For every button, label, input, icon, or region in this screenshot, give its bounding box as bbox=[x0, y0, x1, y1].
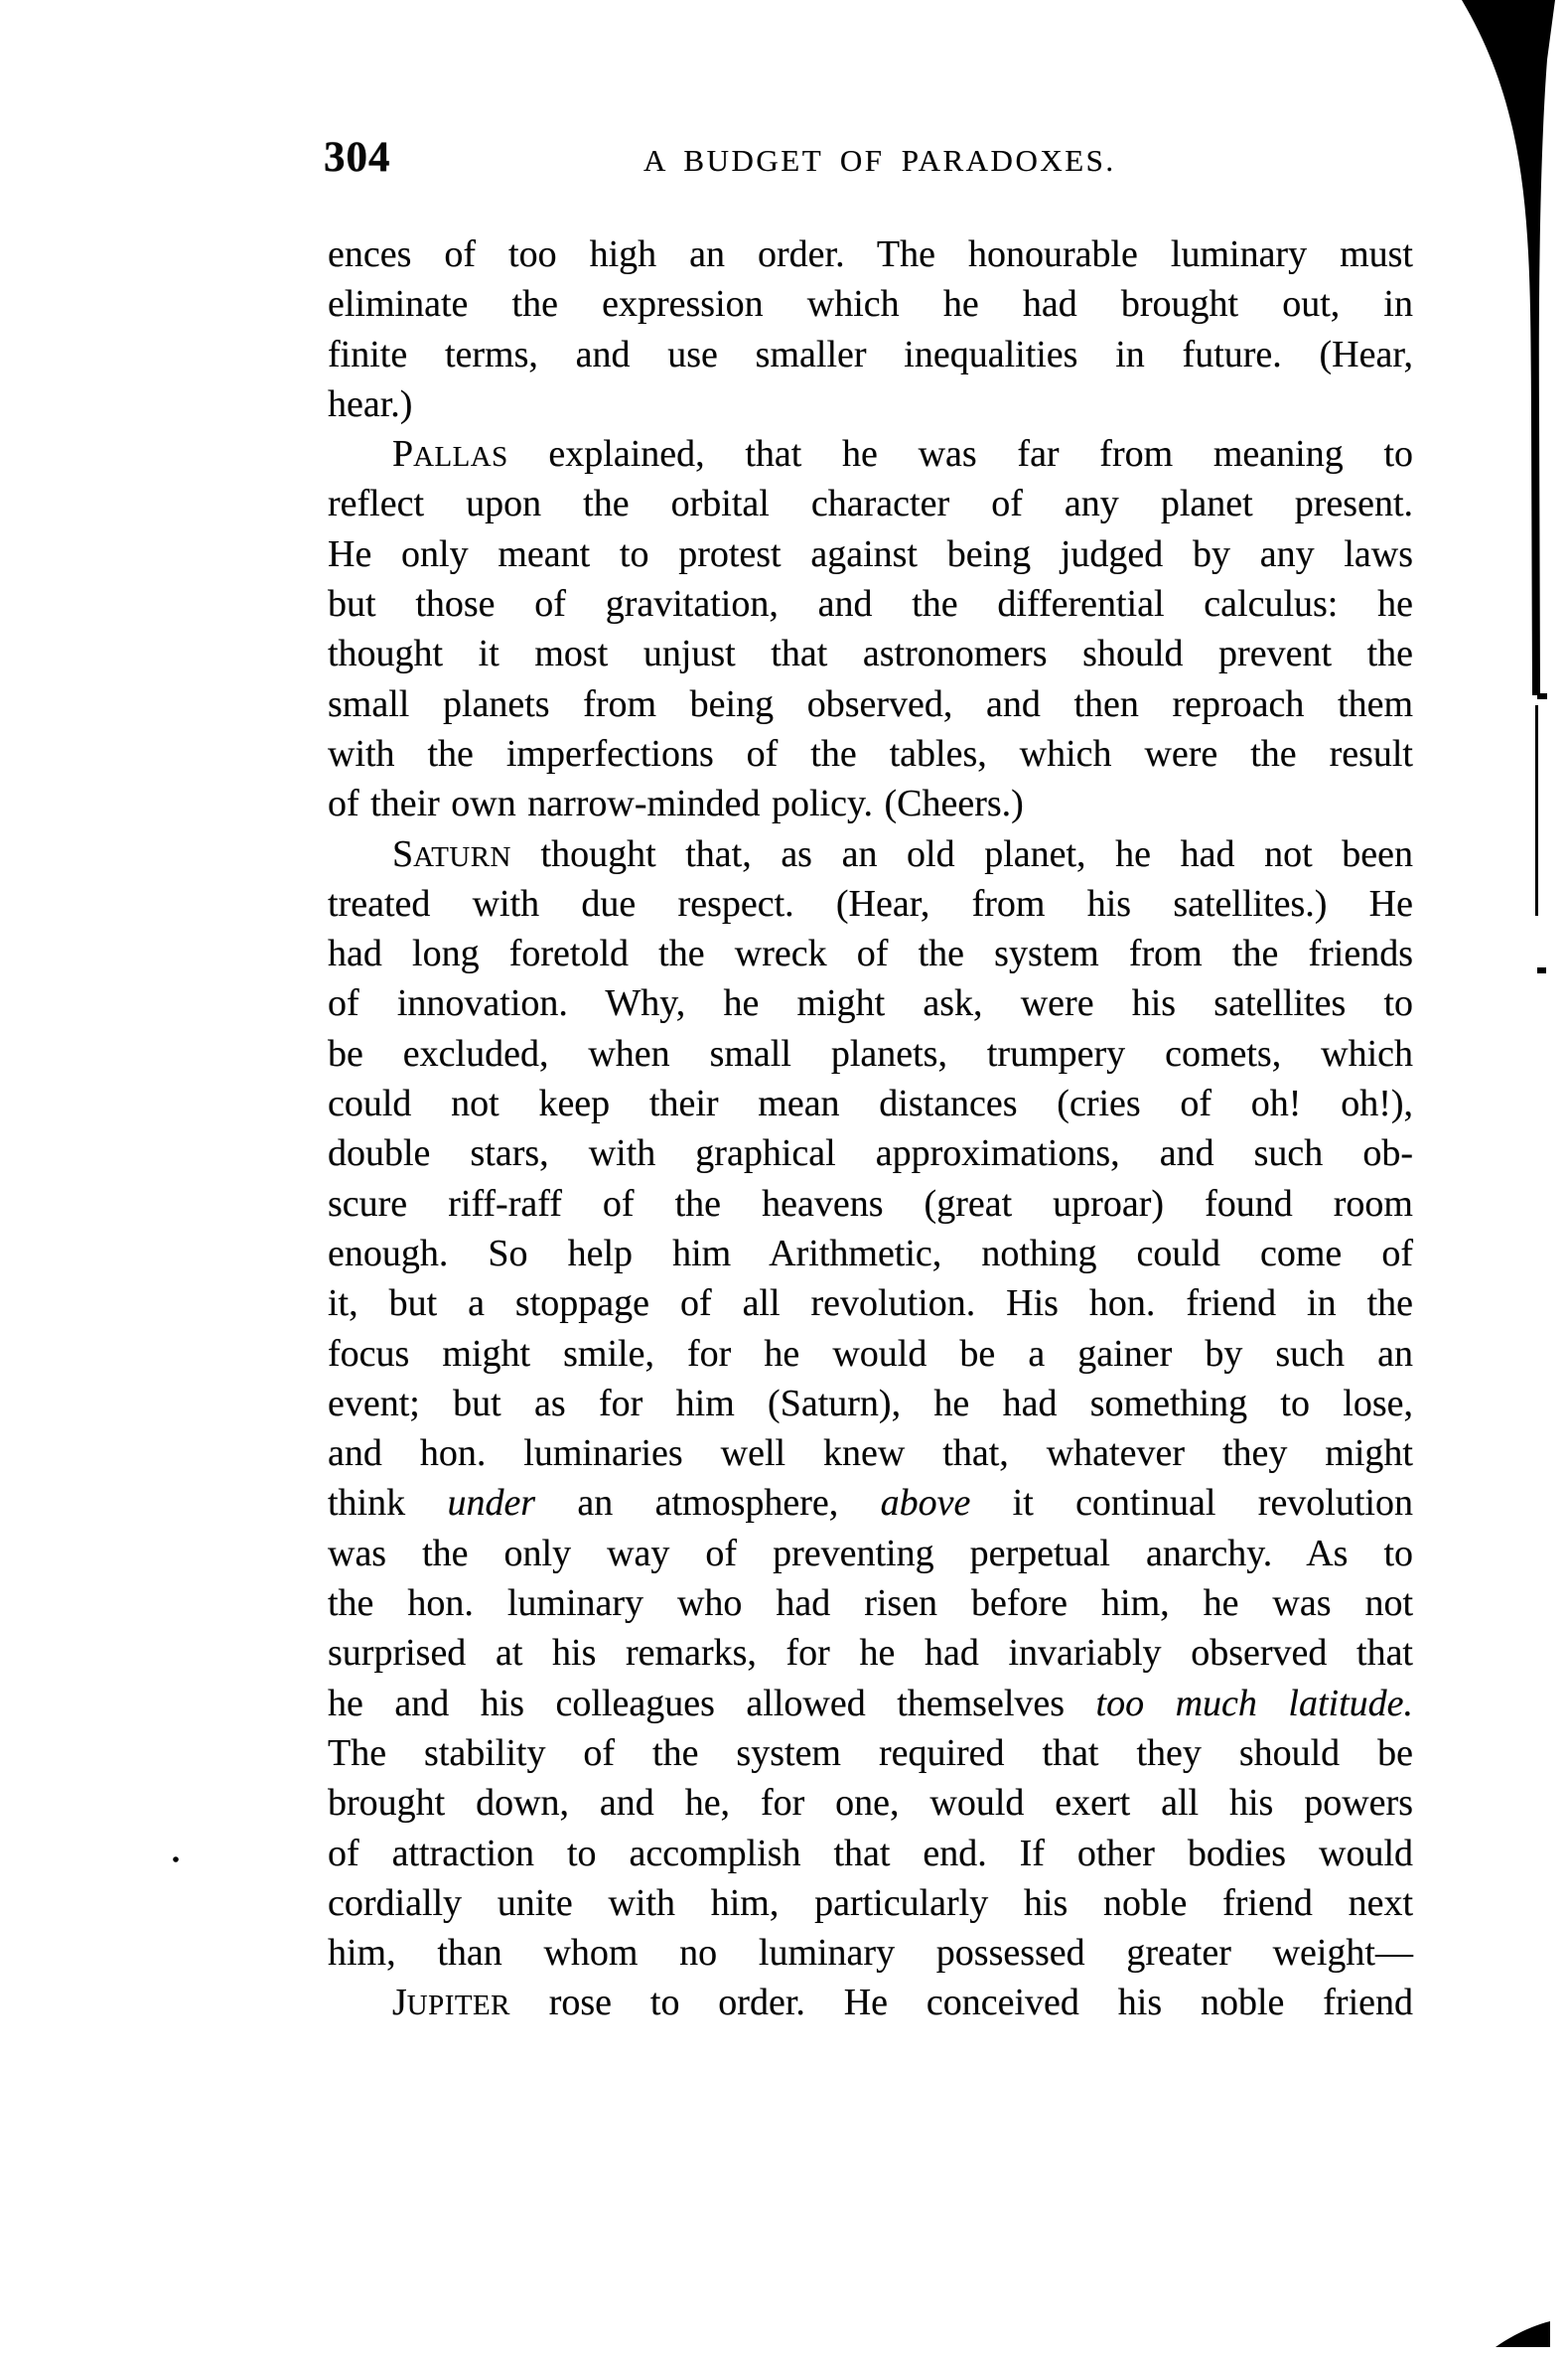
text-line bbox=[328, 929, 1413, 978]
text-run: brought down, and he, for one, would exert all his powers bbox=[328, 1782, 1413, 1825]
text-run: it, but a stoppage of all revolution. His hon. friend in the bbox=[328, 1282, 1413, 1325]
speaker-name: SATURN bbox=[392, 832, 511, 875]
text-run: the hon. luminary who had risen before him, he was not bbox=[328, 1582, 1413, 1625]
text-run: he and his colleagues allowed themselves bbox=[328, 1682, 1096, 1724]
scan-curl-bottom-right bbox=[1496, 2321, 1550, 2347]
text-run: scure riff-raff of the heavens (great uproar) found room bbox=[328, 1182, 1413, 1225]
text-line bbox=[328, 1578, 1413, 1628]
text-line bbox=[328, 330, 1413, 379]
text-line bbox=[328, 1878, 1413, 1928]
italic-text: under bbox=[447, 1482, 536, 1525]
text-run: thought that, as an old planet, he had not been bbox=[510, 832, 1413, 875]
text-run: but those of gravitation, and the differential calculus: he bbox=[328, 583, 1413, 626]
text-line bbox=[328, 879, 1413, 929]
text-line bbox=[328, 1128, 1413, 1178]
text-line bbox=[328, 529, 1413, 579]
text-line bbox=[328, 1679, 1413, 1728]
text-line bbox=[328, 1829, 1413, 1878]
text-run: with the imperfections of the tables, which were the result bbox=[328, 732, 1413, 775]
text-line bbox=[328, 1478, 1413, 1528]
scan-edge-dash bbox=[1537, 693, 1547, 699]
text-line bbox=[328, 579, 1413, 629]
text-line bbox=[328, 1529, 1413, 1578]
text-run: could not keep their mean distances (cries of oh! oh!), bbox=[328, 1083, 1413, 1125]
text-line bbox=[328, 629, 1413, 678]
text-run: focus might smile, for he would be a gainer by such an bbox=[328, 1332, 1413, 1375]
text-line bbox=[328, 279, 1413, 329]
text-line bbox=[328, 1229, 1413, 1278]
text-run: of their own narrow-minded policy. (Cheers.) bbox=[328, 783, 1024, 825]
text-line bbox=[328, 679, 1413, 729]
text-line bbox=[328, 429, 1413, 479]
text-line bbox=[328, 1728, 1413, 1778]
text-run: of attraction to accomplish that end. If other bodies would bbox=[328, 1832, 1413, 1874]
scan-edge-tick bbox=[1537, 967, 1546, 973]
text-run: it continual revolution bbox=[970, 1482, 1413, 1525]
scan-edge-top-right bbox=[1462, 0, 1555, 695]
text-line bbox=[328, 379, 1413, 429]
text-run: event; but as for him (Saturn), he had something to lose, bbox=[328, 1382, 1413, 1424]
text-run: He only meant to protest against being judged by any laws bbox=[328, 532, 1413, 575]
text-line bbox=[328, 1329, 1413, 1379]
text-run: an atmosphere, bbox=[535, 1482, 881, 1525]
text-line bbox=[328, 1978, 1413, 2027]
text-run: finite terms, and use smaller inequalities in future. (Hear, bbox=[328, 333, 1413, 375]
text-run: and hon. luminaries well knew that, whatever they might bbox=[328, 1432, 1413, 1475]
text-run: was the only way of preventing perpetual anarchy. As to bbox=[328, 1532, 1413, 1574]
text-line bbox=[328, 779, 1413, 828]
text-line bbox=[328, 1278, 1413, 1328]
text-run: small planets from being observed, and then reproach them bbox=[328, 682, 1413, 725]
text-line bbox=[328, 1179, 1413, 1229]
text-line bbox=[328, 1778, 1413, 1828]
page-number: 304 bbox=[324, 134, 391, 181]
italic-text: above bbox=[880, 1482, 971, 1525]
speaker-name: JUPITER bbox=[392, 1982, 510, 2024]
text-run: him, than whom no luminary possessed greater weight— bbox=[328, 1932, 1413, 1975]
text-line bbox=[328, 1928, 1413, 1978]
italic-text: too much latitude. bbox=[1095, 1682, 1413, 1724]
text-run: rose to order. He conceived his noble friend bbox=[509, 1982, 1413, 2024]
text-run: treated with due respect. (Hear, from his satellites.) He bbox=[328, 882, 1413, 925]
text-line bbox=[328, 729, 1413, 779]
text-run: The stability of the system required that they should be bbox=[328, 1731, 1413, 1774]
text-run: of innovation. Why, he might ask, were his satellites to bbox=[328, 982, 1413, 1025]
scan-ink-dot bbox=[173, 1856, 179, 1862]
text-run: had long foretold the wreck of the system from the friends bbox=[328, 933, 1413, 975]
text-run: be excluded, when small planets, trumpery comets, which bbox=[328, 1032, 1413, 1075]
text-run: enough. So help him Arithmetic, nothing could come of bbox=[328, 1232, 1413, 1274]
body-text bbox=[328, 229, 1413, 2028]
text-line bbox=[328, 1628, 1413, 1678]
text-run: surprised at his remarks, for he had invariably observed that bbox=[328, 1632, 1413, 1675]
text-run: thought it most unjust that astronomers should prevent the bbox=[328, 633, 1413, 675]
text-run: hear.) bbox=[328, 382, 413, 425]
text-run: think bbox=[328, 1482, 448, 1525]
text-line bbox=[328, 1379, 1413, 1428]
text-run: ences of too high an order. The honourable luminary must bbox=[328, 233, 1413, 275]
speaker-name: PALLAS bbox=[392, 433, 508, 476]
text-line bbox=[328, 978, 1413, 1028]
text-line bbox=[328, 1428, 1413, 1478]
scan-edge-hairline bbox=[1535, 705, 1538, 916]
text-run: eliminate the expression which he had brought out, in bbox=[328, 283, 1413, 326]
text-run: explained, that he was far from meaning to bbox=[507, 433, 1413, 476]
text-line bbox=[328, 1079, 1413, 1128]
text-run: cordially unite with him, particularly his noble friend next bbox=[328, 1881, 1413, 1924]
text-line bbox=[328, 229, 1413, 279]
running-header: A BUDGET OF PARADOXES. bbox=[643, 143, 1116, 178]
text-line bbox=[328, 829, 1413, 879]
text-run: double stars, with graphical approximations, and such ob- bbox=[328, 1132, 1413, 1175]
text-run: reflect upon the orbital character of any planet present. bbox=[328, 483, 1413, 525]
text-line bbox=[328, 1029, 1413, 1079]
text-line bbox=[328, 479, 1413, 528]
